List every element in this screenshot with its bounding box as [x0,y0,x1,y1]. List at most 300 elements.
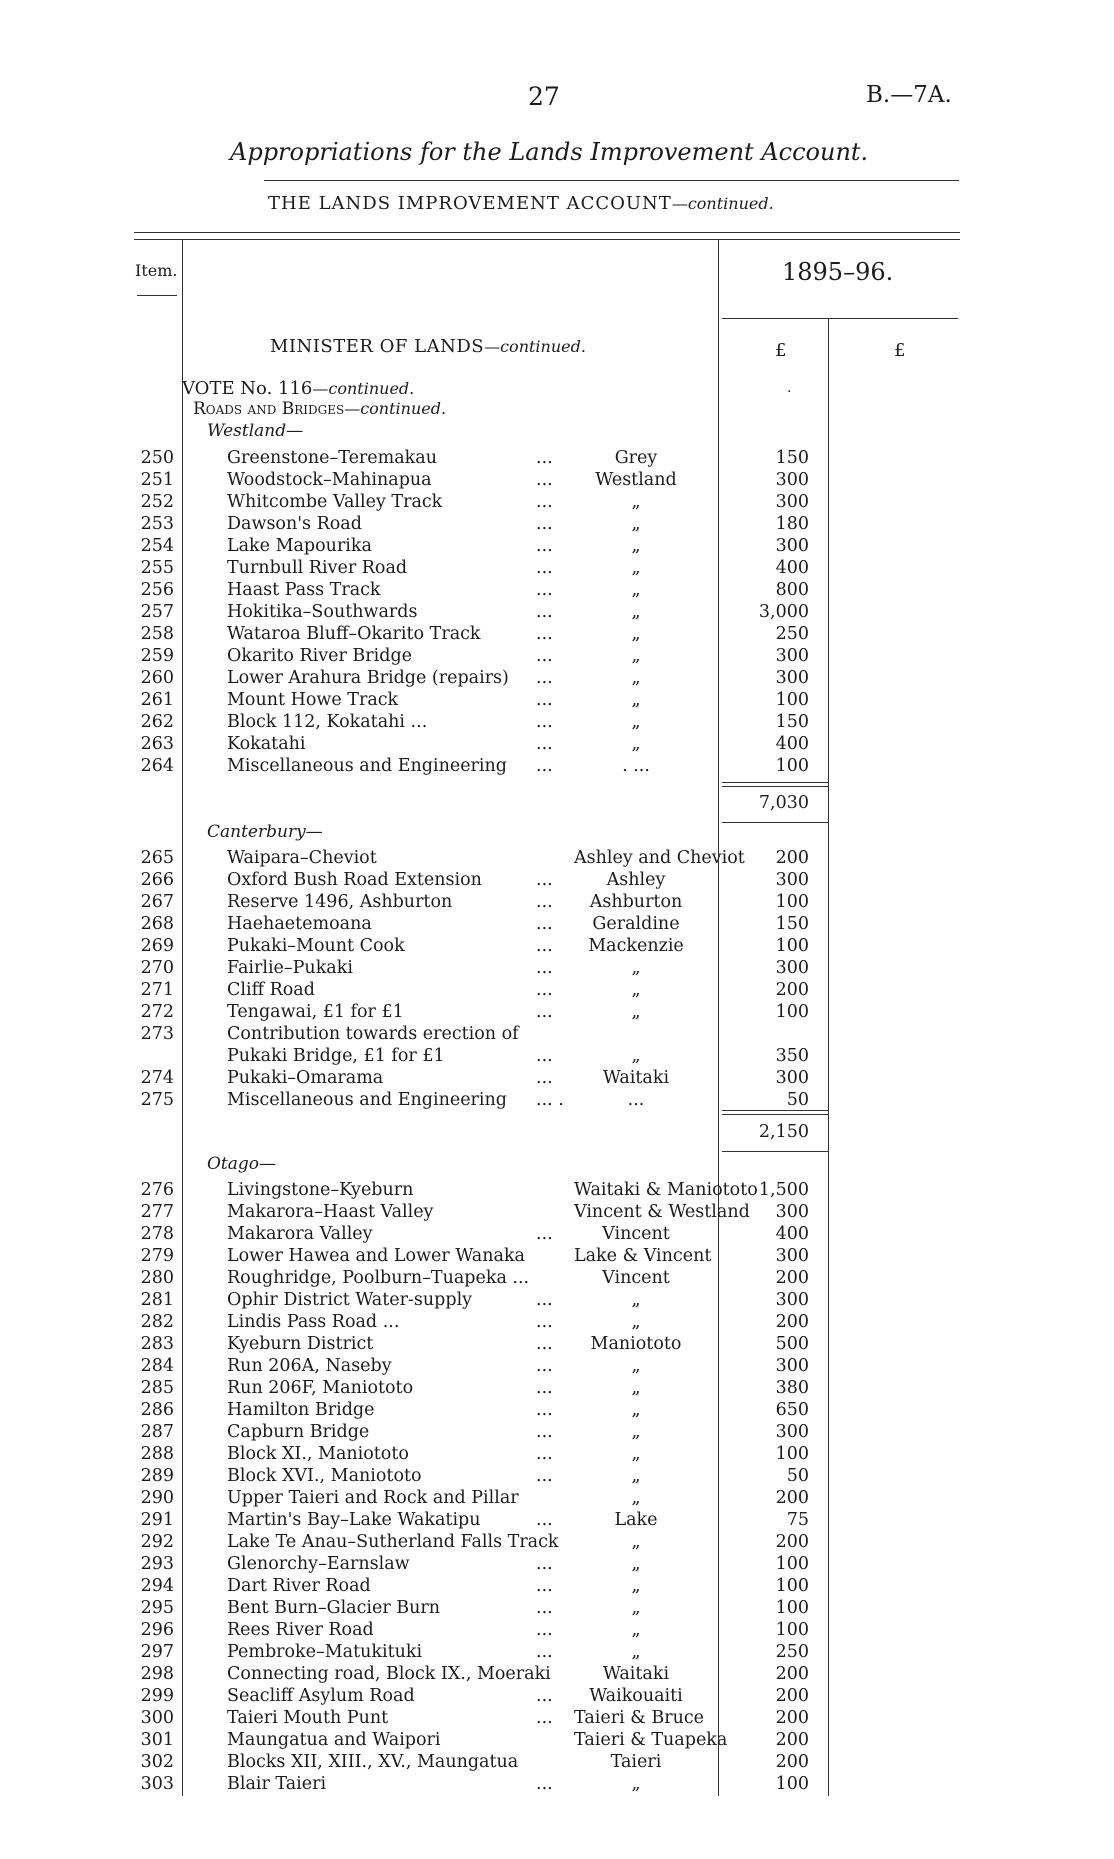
amount: 75 [786,1510,809,1530]
amount: 350 [775,1046,809,1066]
year-header-rule [722,318,958,319]
amount: 380 [775,1378,809,1398]
amount: 300 [775,646,809,666]
electorate: . ... [622,756,650,776]
amount: 100 [775,1002,809,1022]
table-row [0,1312,1114,1334]
leader-dots: ... [536,624,553,644]
item-number: 292 [140,1532,174,1552]
table-row [0,1224,1114,1246]
electorate: „ [631,536,641,556]
electorate: Mackenzie [588,936,684,956]
leader-dots: ... [536,1312,553,1332]
item-description: Kokatahi [227,734,306,754]
electorate: Taieri & Bruce [574,1708,705,1728]
item-description: Turnbull River Road [227,558,408,578]
table-row [0,1180,1114,1202]
item-number: 253 [140,514,174,534]
amount: 100 [775,1576,809,1596]
electorate: Westland [595,470,677,490]
item-number: 277 [140,1202,174,1222]
electorate: „ [631,514,641,534]
amount: 200 [775,1312,809,1332]
table-row [0,690,1114,712]
leader-dots: ... [536,1002,553,1022]
electorate: Vincent [602,1268,670,1288]
roads-heading [193,399,446,419]
electorate: Waikouaiti [589,1686,683,1706]
table-row [0,1598,1114,1620]
table-row [0,1290,1114,1312]
amount: 300 [775,958,809,978]
table-row [0,558,1114,580]
item-description: Upper Taieri and Rock and Pillar [227,1488,519,1508]
table-row [0,1046,1114,1068]
table-row [0,1334,1114,1356]
electorate: Lake [614,1510,658,1530]
leader-dots: ... [536,514,553,534]
amount: 150 [775,448,809,468]
title-rule [264,180,959,181]
item-number: 296 [140,1620,174,1640]
table-row [0,1620,1114,1642]
table-row [0,1708,1114,1730]
leader-dots: ... [536,1686,553,1706]
electorate: „ [631,1422,641,1442]
electorate: „ [631,980,641,1000]
table-row [0,958,1114,980]
leader-dots: ... [536,448,553,468]
leader-dots: ... . [536,1090,564,1110]
amount: 650 [775,1400,809,1420]
amount: 800 [775,580,809,600]
electorate: Ashley [606,870,666,890]
item-number: 266 [140,870,174,890]
leader-dots: ... [536,1224,553,1244]
leader-dots: ... [536,1046,553,1066]
item-description: Okarito River Bridge [227,646,413,666]
item-description: Bent Burn–Glacier Burn [227,1598,441,1618]
leader-dots: ... [536,1554,553,1574]
electorate: „ [631,1312,641,1332]
item-description: Lower Hawea and Lower Wanaka [227,1246,525,1266]
amount: 100 [775,1774,809,1794]
item-description: Pembroke–Matukituki [227,1642,423,1662]
leader-dots: ... [536,1510,553,1530]
canterbury-subtotal: 2,150 [758,1122,809,1142]
leader-dots: ... [536,936,553,956]
table-row [0,1730,1114,1752]
item-description: Dawson's Road [227,514,362,534]
item-number: 282 [140,1312,174,1332]
amount-dot: . [787,380,792,396]
amount: 300 [775,1290,809,1310]
vote-heading-main: VOTE No. 116 [182,378,313,399]
item-description: Wataroa Bluff–Okarito Track [227,624,481,644]
amount: 100 [775,1554,809,1574]
item-description: Blair Taieri [227,1774,327,1794]
year-column-header: 1895–96. [782,258,894,286]
document-reference: B.—7A. [866,82,952,108]
table-row [0,1202,1114,1224]
table-row [0,1576,1114,1598]
table-row [0,1002,1114,1024]
table-row [0,1090,1114,1112]
amount: 100 [775,1444,809,1464]
item-header-rule [137,295,177,296]
table-row [0,914,1114,936]
electorate: „ [631,1400,641,1420]
electorate: Ashburton [589,892,683,912]
table-row [0,646,1114,668]
electorate: Waitaki [602,1664,670,1684]
electorate: „ [631,624,641,644]
table-row [0,1444,1114,1466]
electorate: „ [631,1466,641,1486]
item-number: 287 [140,1422,174,1442]
account-subtitle-main: THE LANDS IMPROVEMENT ACCOUNT [268,193,672,214]
item-number: 300 [140,1708,174,1728]
table-row [0,1664,1114,1686]
currency-header-right: £ [894,340,906,361]
table-row [0,1268,1114,1290]
item-description: Connecting road, Block IX., Moeraki [227,1664,551,1684]
item-description: Pukaki–Mount Cook [227,936,405,956]
table-row [0,1466,1114,1488]
item-description: Dart River Road [227,1576,371,1596]
table-row [0,448,1114,470]
item-number: 259 [140,646,174,666]
westland-heading: Westland— [207,421,304,441]
leader-dots: ... [536,958,553,978]
table-row [0,1554,1114,1576]
amount: 180 [775,514,809,534]
item-number: 268 [140,914,174,934]
item-column-header: Item. [135,261,178,280]
electorate: Vincent & Westland [574,1202,750,1222]
item-number: 263 [140,734,174,754]
amount: 100 [775,756,809,776]
electorate: Grey [614,448,658,468]
item-number: 291 [140,1510,174,1530]
amount: 200 [775,1708,809,1728]
electorate: „ [631,1598,641,1618]
electorate: Ashley and Cheviot [574,848,745,868]
item-number: 254 [140,536,174,556]
electorate: Waitaki & Maniototo [574,1180,758,1200]
electorate: „ [631,1378,641,1398]
table-row [0,1752,1114,1774]
item-description: Greenstone–Teremakau [227,448,437,468]
item-number: 255 [140,558,174,578]
item-number: 299 [140,1686,174,1706]
otago-heading: Otago— [207,1154,277,1174]
amount: 300 [775,1068,809,1088]
table-row [0,602,1114,624]
amount: 400 [775,734,809,754]
item-number: 261 [140,690,174,710]
item-number: 271 [140,980,174,1000]
account-subtitle [268,193,774,214]
leader-dots: ... [536,892,553,912]
item-description: Makarora Valley [227,1224,373,1244]
item-description: Roughridge, Poolburn–Tuapeka ... [227,1268,530,1288]
amount: 3,000 [758,602,809,622]
amount: 300 [775,1422,809,1442]
electorate: „ [631,1576,641,1596]
table-row [0,756,1114,778]
item-number: 281 [140,1290,174,1310]
electorate: „ [631,1046,641,1066]
item-number: 270 [140,958,174,978]
leader-dots: ... [536,1356,553,1376]
table-row [0,536,1114,558]
item-number: 272 [140,1002,174,1022]
amount: 200 [775,1752,809,1772]
amount: 300 [775,1202,809,1222]
item-description: Haast Pass Track [227,580,381,600]
item-description: Kyeburn District [227,1334,374,1354]
table-row [0,1024,1114,1046]
amount: 300 [775,470,809,490]
item-number: 298 [140,1664,174,1684]
item-number: 290 [140,1488,174,1508]
electorate: „ [631,958,641,978]
leader-dots: ... [536,870,553,890]
item-description: Ophir District Water-supply [227,1290,473,1310]
amount: 200 [775,1664,809,1684]
amount: 400 [775,558,809,578]
electorate: „ [631,1532,641,1552]
table-row [0,624,1114,646]
table-row [0,1378,1114,1400]
leader-dots: ... [536,1400,553,1420]
amount: 50 [786,1466,809,1486]
item-description: Pukaki Bridge, £1 for £1 [227,1046,445,1066]
item-description: Run 206A, Naseby [227,1356,392,1376]
electorate: „ [631,646,641,666]
amount: 400 [775,1224,809,1244]
electorate: „ [631,602,641,622]
item-number: 295 [140,1598,174,1618]
item-number: 273 [140,1024,174,1044]
item-description: Haehaetemoana [227,914,372,934]
item-number: 302 [140,1752,174,1772]
table-row [0,514,1114,536]
item-description: Reserve 1496, Ashburton [227,892,453,912]
amount: 300 [775,492,809,512]
item-description: Whitcombe Valley Track [227,492,443,512]
item-number: 294 [140,1576,174,1596]
electorate: Taieri [610,1752,662,1772]
table-row [0,712,1114,734]
electorate: Vincent [602,1224,670,1244]
item-description: Makarora–Haast Valley [227,1202,434,1222]
table-row [0,1532,1114,1554]
amount: 200 [775,1532,809,1552]
westland-sum-rule [722,782,829,783]
item-number: 293 [140,1554,174,1574]
amount: 200 [775,1730,809,1750]
leader-dots: ... [536,602,553,622]
item-description: Contribution towards erection of [227,1024,519,1044]
leader-dots: ... [536,1708,553,1728]
amount: 100 [775,1598,809,1618]
item-number: 286 [140,1400,174,1420]
item-number: 285 [140,1378,174,1398]
table-row [0,580,1114,602]
item-description: Rees River Road [227,1620,374,1640]
item-description: Block 112, Kokatahi ... [227,712,428,732]
amount: 1,500 [758,1180,809,1200]
table-row [0,936,1114,958]
leader-dots: ... [536,580,553,600]
item-number: 279 [140,1246,174,1266]
table-row [0,1774,1114,1796]
item-description: Oxford Bush Road Extension [227,870,482,890]
item-description: Lake Mapourika [227,536,372,556]
leader-dots: ... [536,914,553,934]
table-row [0,1488,1114,1510]
item-description: Lower Arahura Bridge (repairs) [227,668,509,688]
amount: 50 [786,1090,809,1110]
amount: 150 [775,914,809,934]
table-row [0,734,1114,756]
electorate: Geraldine [592,914,680,934]
item-description: Cliff Road [227,980,315,1000]
table-row [0,1356,1114,1378]
amount: 200 [775,980,809,1000]
item-description: Livingstone–Kyeburn [227,1180,414,1200]
roads-heading-main: Roads and Bridges [193,399,345,419]
item-description: Lindis Pass Road ... [227,1312,400,1332]
electorate: „ [631,1444,641,1464]
leader-dots: ... [536,558,553,578]
table-row [0,1642,1114,1664]
table-row [0,870,1114,892]
leader-dots: ... [536,492,553,512]
table-row [0,980,1114,1002]
amount: 200 [775,1686,809,1706]
canterbury-sum-rule [722,1110,829,1111]
item-number: 284 [140,1356,174,1376]
amount: 100 [775,690,809,710]
leader-dots: ... [536,980,553,1000]
electorate: ... [627,1090,645,1110]
item-number: 276 [140,1180,174,1200]
electorate: „ [631,492,641,512]
amount: 300 [775,1246,809,1266]
table-top-rule [134,232,960,233]
electorate: Taieri & Tuapeka [574,1730,728,1750]
item-number: 280 [140,1268,174,1288]
table-row [0,1510,1114,1532]
item-description: Woodstock–Mahinapua [227,470,432,490]
electorate: „ [631,1774,641,1794]
item-number: 252 [140,492,174,512]
leader-dots: ... [536,1576,553,1596]
item-number: 275 [140,1090,174,1110]
electorate: „ [631,668,641,688]
amount: 200 [775,1268,809,1288]
item-description: Lake Te Anau–Sutherland Falls Track [227,1532,559,1552]
amount: 200 [775,848,809,868]
leader-dots: ... [536,1422,553,1442]
item-number: 274 [140,1068,174,1088]
electorate: „ [631,580,641,600]
leader-dots: ... [536,536,553,556]
table-top-rule-2 [134,239,960,240]
leader-dots: ... [536,712,553,732]
canterbury-heading: Canterbury— [207,822,323,842]
amount: 300 [775,536,809,556]
item-number: 269 [140,936,174,956]
item-description: Pukaki–Omarama [227,1068,384,1088]
electorate: Waitaki [602,1068,670,1088]
leader-dots: ... [536,1334,553,1354]
leader-dots: ... [536,1378,553,1398]
table-row [0,1068,1114,1090]
vote-heading [182,378,414,399]
roads-heading-cont: —continued. [344,399,447,418]
item-description: Run 206F, Maniototo [227,1378,414,1398]
item-description: Seacliff Asylum Road [227,1686,415,1706]
item-number: 260 [140,668,174,688]
item-number: 251 [140,470,174,490]
amount: 300 [775,870,809,890]
electorate: „ [631,1290,641,1310]
leader-dots: ... [536,1068,553,1088]
canterbury-subtotal-rule [722,1151,829,1152]
electorate: „ [631,1554,641,1574]
item-description: Miscellaneous and Engineering [227,1090,507,1110]
electorate: „ [631,1488,641,1508]
leader-dots: ... [536,1642,553,1662]
table-row [0,470,1114,492]
item-description: Hamilton Bridge [227,1400,375,1420]
leader-dots: ... [536,470,553,490]
minister-heading [270,336,586,357]
currency-header-left: £ [775,340,787,361]
canterbury-sum-rule-2 [722,1114,829,1115]
item-number: 257 [140,602,174,622]
leader-dots: ... [536,756,553,776]
minister-heading-cont: —continued. [484,337,586,356]
table-row [0,1246,1114,1268]
vote-heading-cont: —continued. [312,379,415,398]
item-number: 297 [140,1642,174,1662]
amount: 300 [775,668,809,688]
item-number: 258 [140,624,174,644]
amount: 500 [775,1334,809,1354]
item-description: Martin's Bay–Lake Wakatipu [227,1510,481,1530]
item-number: 256 [140,580,174,600]
item-number: 301 [140,1730,174,1750]
item-number: 262 [140,712,174,732]
item-description: Tengawai, £1 for £1 [227,1002,404,1022]
item-description: Capburn Bridge [227,1422,370,1442]
amount: 250 [775,624,809,644]
table-row [0,848,1114,870]
item-description: Maungatua and Waipori [227,1730,441,1750]
item-number: 264 [140,756,174,776]
item-number: 303 [140,1774,174,1794]
page-number: 27 [528,82,560,111]
item-description: Taieri Mouth Punt [227,1708,389,1728]
item-number: 288 [140,1444,174,1464]
electorate: „ [631,558,641,578]
item-description: Block XI., Maniototo [227,1444,409,1464]
